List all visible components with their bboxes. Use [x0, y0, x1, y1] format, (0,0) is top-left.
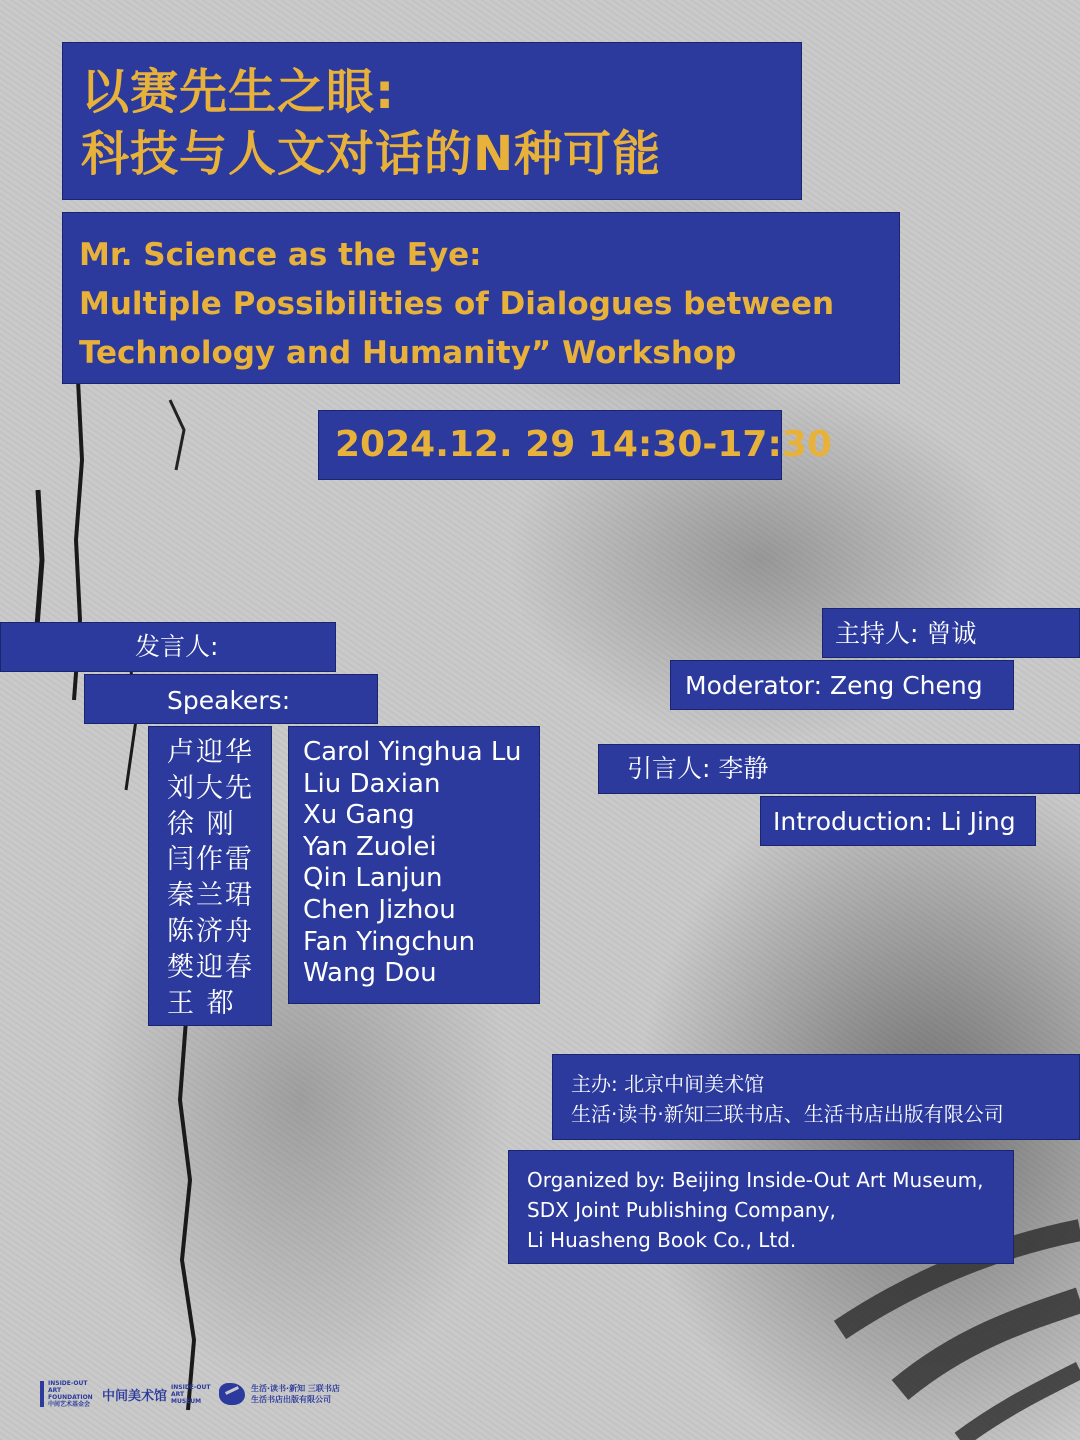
- speaker-name-zh: 卢迎华: [167, 737, 254, 768]
- speaker-name-zh: 陈济舟: [167, 915, 254, 947]
- speakers-zh-list: [148, 726, 272, 1026]
- speaker-name-en: Liu Daxian: [303, 768, 441, 799]
- speaker-name-zh: 樊迎春: [167, 951, 254, 983]
- foundation-logo-zh: 中间艺术基金会: [48, 1401, 91, 1408]
- speakers-en-list: [288, 726, 540, 1004]
- publisher-logo-line-1: 生活·读书·新知 三联书店: [251, 1384, 340, 1393]
- host-line-2: 生活·读书·新知三联书店、生活书店出版有限公司: [571, 1102, 1004, 1126]
- speaker-name-zh: 闫作雷: [167, 844, 254, 876]
- english-title-box: [62, 212, 900, 384]
- foundation-logo: [40, 1380, 94, 1408]
- chinese-title-line-1: 以赛先生之眼:: [81, 64, 396, 120]
- publisher-logo-line-2: 生活书店出版有限公司: [251, 1395, 332, 1404]
- museum-logo-zh: 中间美术馆: [102, 1388, 168, 1404]
- speaker-name-zh: 秦兰珺: [167, 880, 254, 912]
- publisher-logo: [219, 1383, 340, 1405]
- foundation-logo-en: INSIDE-OUT ART FOUNDATION: [48, 1380, 93, 1401]
- moderator-zh: 主持人: 曾诚: [835, 619, 977, 648]
- introduction-en: Introduction: Li Jing: [773, 807, 1016, 836]
- speaker-name-en: Wang Dou: [303, 958, 437, 989]
- speaker-name-en: Carol Yinghua Lu: [303, 737, 522, 767]
- speakers-label-zh-box: [0, 622, 336, 672]
- speaker-name-en: Qin Lanjun: [303, 863, 443, 894]
- introduction-en-box: [760, 796, 1036, 846]
- speaker-name-en: Xu Gang: [303, 800, 415, 831]
- moderator-zh-box: [822, 608, 1080, 658]
- introduction-zh-box: [598, 744, 1080, 794]
- english-title-line-2: Multiple Possibilities of Dialogues between: [79, 286, 835, 322]
- speaker-name-zh: 刘大先: [167, 772, 254, 804]
- host-line-1: 主办: 北京中间美术馆: [571, 1072, 765, 1096]
- organizer-line-1: Organized by: Beijing Inside-Out Art Museum,: [527, 1168, 984, 1192]
- museum-logo: [102, 1384, 211, 1405]
- museum-logo-en: INSIDE-OUT ART MUSEUM: [171, 1383, 211, 1405]
- speaker-name-en: Fan Yingchun: [303, 926, 476, 957]
- introduction-zh: 引言人: 李静: [627, 754, 769, 783]
- english-title-line-1: Mr. Science as the Eye:: [79, 237, 482, 273]
- publisher-mark-icon: [219, 1383, 245, 1405]
- organizer-line-3: Li Huasheng Book Co., Ltd.: [527, 1228, 797, 1252]
- moderator-en: Moderator: Zeng Cheng: [685, 671, 983, 700]
- speakers-label-zh: 发言人:: [135, 632, 219, 661]
- event-date-box: [318, 410, 832, 480]
- speaker-name-en: Yan Zuolei: [303, 831, 437, 862]
- organizer-box: [508, 1150, 1014, 1264]
- speaker-name-en: Chen Jizhou: [303, 894, 456, 925]
- english-title-line-3: Technology and Humanity” Workshop: [79, 335, 737, 371]
- chinese-title-line-2: 科技与人文对话的N种可能: [81, 126, 662, 182]
- speakers-label-en-box: [84, 674, 378, 724]
- speakers-label-en: Speakers:: [167, 686, 291, 715]
- organizer-line-2: SDX Joint Publishing Company,: [527, 1198, 836, 1222]
- speaker-name-zh: 王 都: [167, 987, 236, 1019]
- chinese-title-box: [62, 42, 802, 200]
- moderator-en-box: [670, 660, 1014, 710]
- sponsor-logos: [40, 1372, 410, 1416]
- event-date: 2024.12. 29 14:30-17:30: [335, 424, 832, 465]
- speaker-name-zh: 徐 刚: [167, 808, 236, 840]
- host-box: [552, 1054, 1080, 1140]
